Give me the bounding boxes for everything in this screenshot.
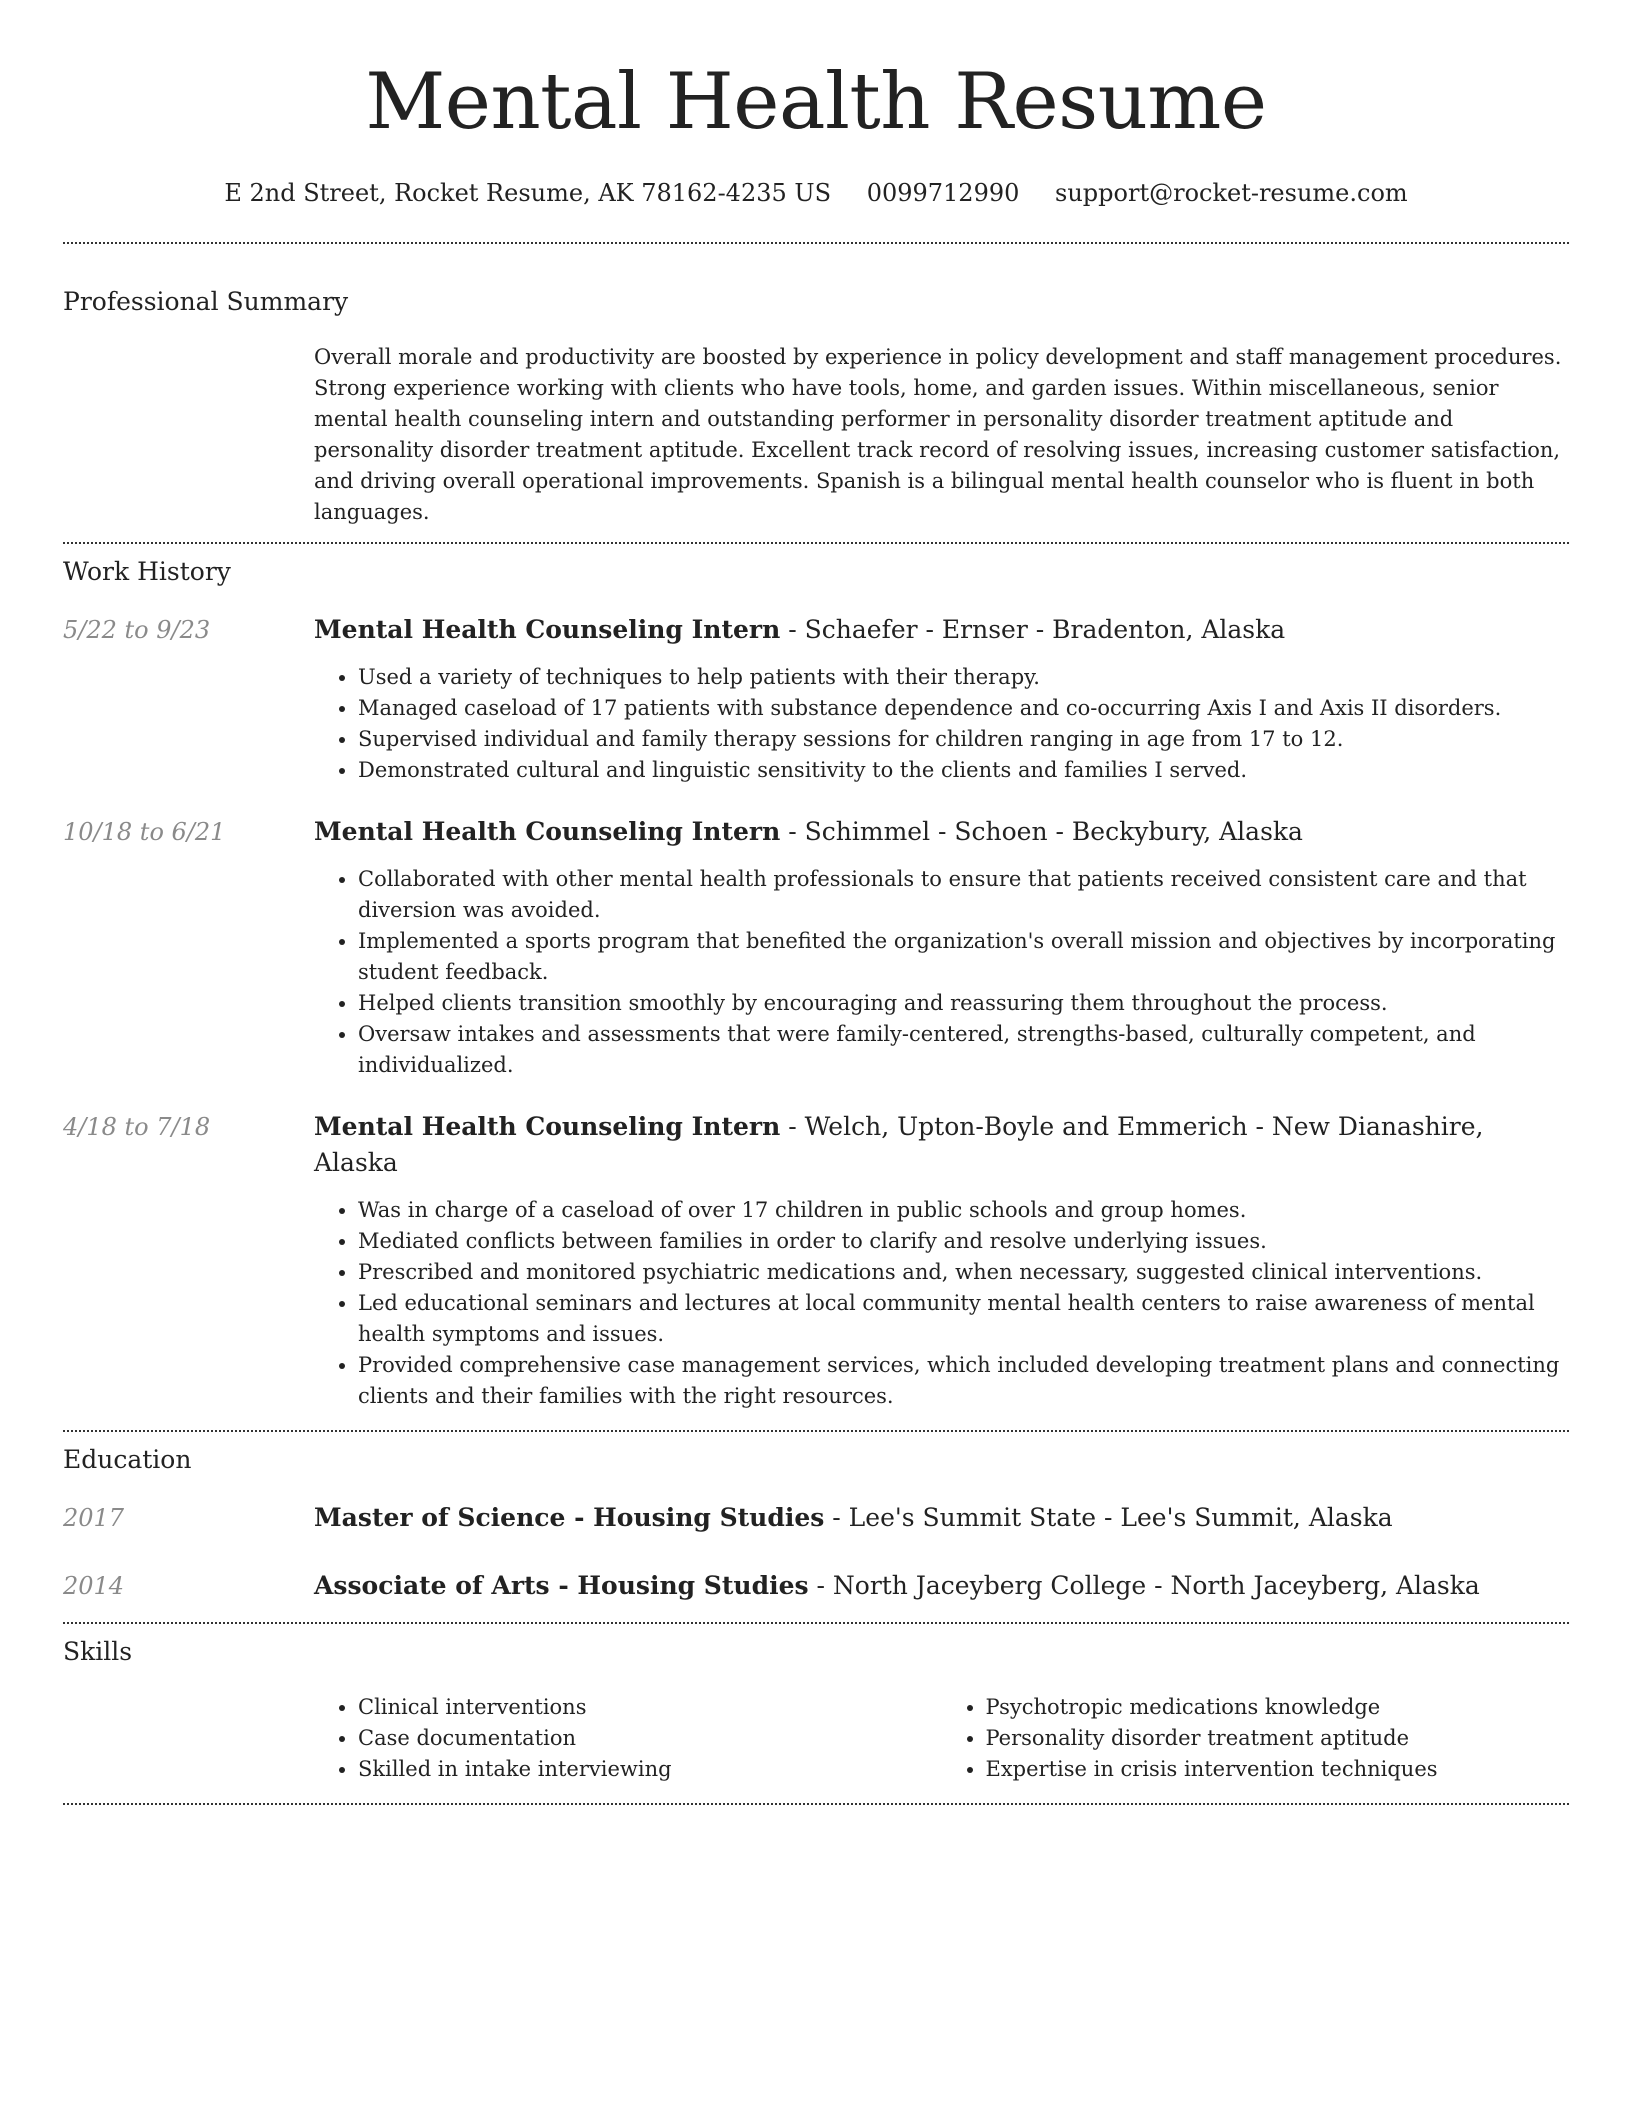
job-details: - Schimmel - Schoen - Beckybury, Alaska: [780, 817, 1303, 846]
job-details: - Welch, Upton-Boyle and Emmerich - New Dianashire, Alaska: [314, 1112, 1484, 1177]
skills-columns: [314, 1692, 1569, 1803]
contact-phone: 0099712990: [866, 179, 1020, 207]
skills-section: [63, 1624, 1569, 1803]
skill-item: • Personality disorder treatment aptitude: [986, 1723, 1570, 1754]
job-title: [314, 612, 1569, 648]
job-role: Mental Health Counseling Intern: [314, 817, 781, 846]
skill-item: • Clinical interventions: [358, 1692, 942, 1723]
list-item: • Supervised individual and family therapy sessions for children ranging in age from 17 to 12.: [358, 724, 1569, 755]
list-item: • Provided comprehensive case management services, which included developing treatment plans and connecting clients and their families with the right resources.: [358, 1350, 1569, 1412]
resume-header: [63, 0, 1569, 210]
job-bullets: [314, 864, 1569, 1081]
education-degree: Master of Science - Housing Studies: [314, 1503, 825, 1532]
summary-section: [63, 244, 1569, 542]
list-item: • Used a variety of techniques to help patients with their therapy.: [358, 662, 1569, 693]
skill-item: • Psychotropic medications knowledge: [986, 1692, 1570, 1723]
job-title: [314, 814, 1569, 850]
list-item: • Collaborated with other mental health professionals to ensure that patients received consistent care and that diversion was avoided.: [358, 864, 1569, 926]
job-dates: 4/18 to 7/18: [63, 1113, 211, 1141]
list-item: • Demonstrated cultural and linguistic sensitivity to the clients and families I served.: [358, 755, 1569, 786]
skill-item: • Skilled in intake interviewing: [358, 1754, 942, 1785]
education-details: - Lee's Summit State - Lee's Summit, Alaska: [824, 1503, 1393, 1532]
education-degree: Associate of Arts - Housing Studies: [314, 1571, 809, 1600]
skill-item: • Case documentation: [358, 1723, 942, 1754]
job-role: Mental Health Counseling Intern: [314, 1112, 781, 1141]
job-title: [314, 1109, 1569, 1181]
job-role: Mental Health Counseling Intern: [314, 615, 781, 644]
divider: [63, 1803, 1569, 1805]
job-entry: [63, 1109, 1569, 1430]
list-item: • Mediated conflicts between families in order to clarify and resolve underlying issues.: [358, 1226, 1569, 1257]
list-item: • Prescribed and monitored psychiatric medications and, when necessary, suggested clinical interventions.: [358, 1257, 1569, 1288]
education-year: 2014: [63, 1572, 125, 1600]
job-bullets: [314, 662, 1569, 786]
work-section: [63, 544, 1569, 1430]
job-entry: [63, 814, 1569, 1081]
contact-address: E 2nd Street, Rocket Resume, AK 78162-4235 US: [224, 179, 832, 207]
education-entry: [63, 1568, 1569, 1604]
job-entry: [63, 612, 1569, 786]
education-year: 2017: [63, 1504, 125, 1532]
education-title-line: [314, 1568, 1569, 1604]
job-dates: 10/18 to 6/21: [63, 818, 226, 846]
skill-item: • Expertise in crisis intervention techniques: [986, 1754, 1570, 1785]
education-title: Education: [63, 1445, 192, 1474]
list-item: • Managed caseload of 17 patients with substance dependence and co-occurring Axis I and Axis II disorders.: [358, 693, 1569, 724]
education-section: [63, 1432, 1569, 1622]
skills-list-right: [942, 1692, 1570, 1785]
summary-title: Professional Summary: [63, 287, 349, 316]
education-details: - North Jaceyberg College - North Jaceyberg, Alaska: [808, 1571, 1480, 1600]
job-dates: 5/22 to 9/23: [63, 616, 211, 644]
list-item: • Was in charge of a caseload of over 17 children in public schools and group homes.: [358, 1195, 1569, 1226]
summary-text: Overall morale and productivity are boosted by experience in policy development and staff management procedures. Strong experience working with clients who have tools, home, and garden issues. Within miscellaneous, senior mental health counseling intern and outstanding performer in personality disorder treatment aptitude and personality disorder treatment aptitude. Excellent track record of resolving issues, increasing customer satisfaction, and driving overall operational improvements. Spanish is a bilingual mental health counselor who is fluent in both languages.: [314, 345, 1562, 524]
job-bullets: [314, 1195, 1569, 1412]
skills-list-left: [314, 1692, 942, 1785]
education-entry: [63, 1500, 1569, 1536]
list-item: • Helped clients transition smoothly by encouraging and reassuring them throughout the process.: [358, 988, 1569, 1019]
resume-name: Mental Health Resume: [365, 57, 1267, 147]
job-details: - Schaefer - Ernser - Bradenton, Alaska: [780, 615, 1286, 644]
education-title-line: [314, 1500, 1569, 1536]
list-item: • Oversaw intakes and assessments that were family-centered, strengths-based, culturally competent, and individualized.: [358, 1019, 1569, 1081]
contact-line: [63, 176, 1569, 210]
contact-email: support@rocket-resume.com: [1055, 179, 1408, 207]
skills-title: Skills: [63, 1637, 133, 1666]
work-title: Work History: [63, 557, 231, 586]
list-item: • Led educational seminars and lectures at local community mental health centers to raise awareness of mental health symptoms and issues.: [358, 1288, 1569, 1350]
list-item: • Implemented a sports program that benefited the organization's overall mission and objectives by incorporating student feedback.: [358, 926, 1569, 988]
